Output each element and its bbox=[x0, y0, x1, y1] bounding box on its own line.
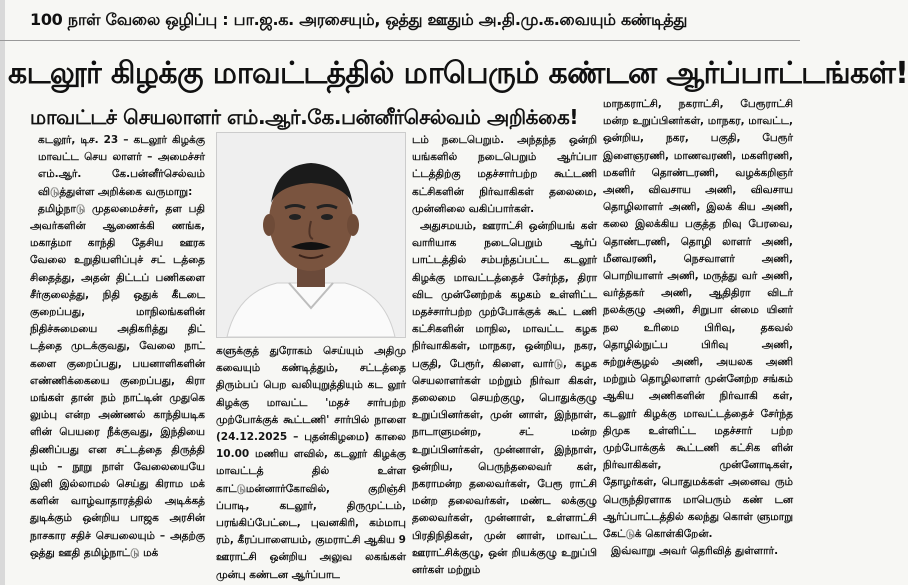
kicker-line: 100 நாள் வேலை ஒழிப்பு : பா.ஜ.க. அரசையும், ஒத்து ஊதும் அ.தி.மு.க.வையும் கண்டித்து bbox=[30, 10, 688, 29]
portrait-illustration bbox=[217, 133, 405, 337]
column-4-paragraph-2: இவ்வாறு அவர் தெரிவித் துள்ளார். bbox=[611, 545, 779, 558]
column-3-paragraph-1: டம் நடைபெறும். அந்தந்த ஒன்றி யங்களில் நடைபெறும் ஆர்ப்பா ட்டத்திற்கு மதச்சார்பற்ற கூட்டணி கட்சிகளின் நிர்வாகிகள் தலைமை, முன்னிலை வகிப்பார்கள். bbox=[412, 134, 597, 215]
column-4-paragraph-1: மாநகராட்சி, நகராட்சி, பேரூராட்சி மன்ற உறுப்பினர்கள், மாநகர, மாவட்ட, ஒன்றிய, நகர, பகுதி, பேரூர் இளைஞரணி, மாணவரணி, மகளிரணி, மகளிர் தொண்டரணி, வழக்கறிஞர் அணி, விவசாய அணி, விவசாய தொழிலாளர் அணி, இலக் கிய அணி, கலை இலக்கிய பகுத்த றிவு பேரவை, தொண்டரணி, தொழி லாளர் அணி, மீனவரணி, நெசவாளர் அணி, பொறியாளர் அணி, மருத்து வர் அணி, வர்த்தகர் அணி, ஆதிதிரா விடர் நலக்குழு அணி, சிறுபா ன்மை யினர் நல உரிமை பிரிவு, தகவல் தொழில்நுட்ப பிரிவு அணி, சுற்றுச்சூழல் அணி, அயலக அணி மற்றும் தொழிலாளர் முன்னேற்ற சங்கம் ஆகிய அணிகளின் நிர்வாகி கள், கடலூர் கிழக்கு மாவட்டத்தைச் சேர்ந்த திமுக உள்ளிட்ட மதச்சார் பற்ற முற்போக்குக் கூட்டணி கட்சிக ளின் நிர்வாகிகள், முன்னோடிகள், தோழர்கள், பொதுமக்கள் அனைவ ரும் பெருந்திரளாக மாபெரும் கண் டன ஆர்ப்பாட்டத்தில் கலந்து கொள் ளுமாறு கேட்டுக் கொள்கிறேன். bbox=[603, 98, 793, 541]
article-column-1 bbox=[30, 132, 205, 580]
headline: கடலூர் கிழக்கு மாவட்டத்தில் மாபெரும் கண்டன ஆர்ப்பாட்டங்கள்! bbox=[8, 56, 908, 91]
column-3-paragraph-2: அதுசமயம், ஊராட்சி ஒன்றியங் கள் வாரியாக நடைபெறும் ஆர்ப் பாட்டத்தில் சம்பந்தப்பட்ட கடலூர் கிழக்கு மாவட்டத்தைச் சேர்ந்த, திரா விட முன்னேற்றக் கழகம் உள்ளிட்ட மதச்சார்பற்ற முற்போக்குக் கூட் டணி கட்சிகளின் மாநில, மாவட்ட கழக நிர்வாகிகள், மாநகர, ஒன்றிய, நகர, பகுதி, பேரூர், கிளை, வார்டு, கழக செயலாளர்கள் மற்றும் நிர்வா கிகள், தலைமை செயற்குழு, பொதுக்குழு உறுப்பினர்கள், முன் னாள், இந்நாள், நாடாளுமன்ற, சட் மன்ற உறுப்பினர்கள், முன்னாள், இந்நாள், ஒன்றிய, பெருந்தலைவர் கள், நகராமன்ற தலைவர்கள், பேரூ ராட்சி மன்ற தலைவர்கள், மண்ட லக்குழு தலைவர்கள், முன்னாள், உள்ளாட்சி பிரதிநிதிகள், முன் னாள், மாவட்ட ஊராட்சிக்குழு, ஒன் றியக்குழு உறுப்பி னர்கள் மற்றும் bbox=[412, 220, 597, 577]
divider-rule bbox=[0, 40, 800, 41]
article-column-4 bbox=[603, 96, 793, 580]
article-column-3 bbox=[412, 132, 597, 580]
column-1-paragraph-1: கடலூர், டிச. 23 – கடலூர் கிழக்கு மாவட்ட செய லாளர் – அமைச்சர் எம்.ஆர். கே.பன்னீர்செல்வம் விடுத்துள்ள அறிக்கை வருமாறு: bbox=[38, 134, 205, 198]
portrait-photo bbox=[216, 132, 406, 338]
page-edge bbox=[0, 0, 5, 585]
column-2-paragraph-1: களுக்குத் துரோகம் செய்யும் அதிமு கவையும் கண்டித்தும், சட்டத்தை திரும்பப் பெற வலியுறுத்தியும் கட லூர் கிழக்கு மாவட்ட 'மதச் சார்பற்ற முற்போக்குக் கூட்டணி' சார்பில் நாளை (24.12.2025 – புதன்கிழமை) காலை 10.00 மணிய ளவில், கடலூர் கிழக்கு மாவட்டத் தில் உள்ள காட்டுமன்னார்கோவில், குறிஞ்சி ப்பாடி, கடலூர், திருமுட்டம், பரங்கிப்பேட்டை, புவனகிரி, கம்மாபு ரம், கீரப்பாளையம், குமராட்சி ஆகிய 9 ஊராட்சி ஒன்றிய அலுவ லகங்கள் முன்பு கண்டன ஆர்ப்பாட bbox=[216, 345, 406, 581]
subheadline: மாவட்டச் செயலாளர் எம்.ஆர்.கே.பன்னீர்செல்வம் அறிக்கை! bbox=[30, 105, 579, 129]
column-1-paragraph-2: தமிழ்நாடு முதலமைச்சர், தள பதி அவர்களின் ஆணைக்கி ணங்க, மகாத்மா காந்தி தேசிய ஊரக வேலை உறுதியளிப்புச் சட் டத்தை சிதைத்து, அதன் திட்டப் பணிகளை சீர்குலைத்து, நிதி ஒதுக் கீடடை குறைப்பது, மாநிலங்களின் நிதிச்சுமையை அதிகரித்து திட் டத்தை முடக்குவது, வேலை நாட் களை குறைப்பது, பயனாளிகளின் எண்ணிக்கையை குறைப்பது, கிரா மங்கள் தான் நம் நாட்டின் முதுகெ லும்பு என்ற அண்ணல் காந்தியடிக ளின் பெயரை நீக்குவது, இந்தியை திணிப்பது என சட்டத்தை திருத்தி யும் – நூறு நாள் வேலையையே இனி இல்லாமல் செய்து கிராம மக் களின் வாழ்வாதாரத்தில் அடிக்கத் துடிக்கும் ஒன்றிய பாஜக அரசின் நாசகார சதிச் செயலையும் – அதற்கு ஒத்து ஊதி தமிழ்நாட்டு மக் bbox=[30, 202, 205, 559]
article-column-2 bbox=[216, 343, 406, 580]
